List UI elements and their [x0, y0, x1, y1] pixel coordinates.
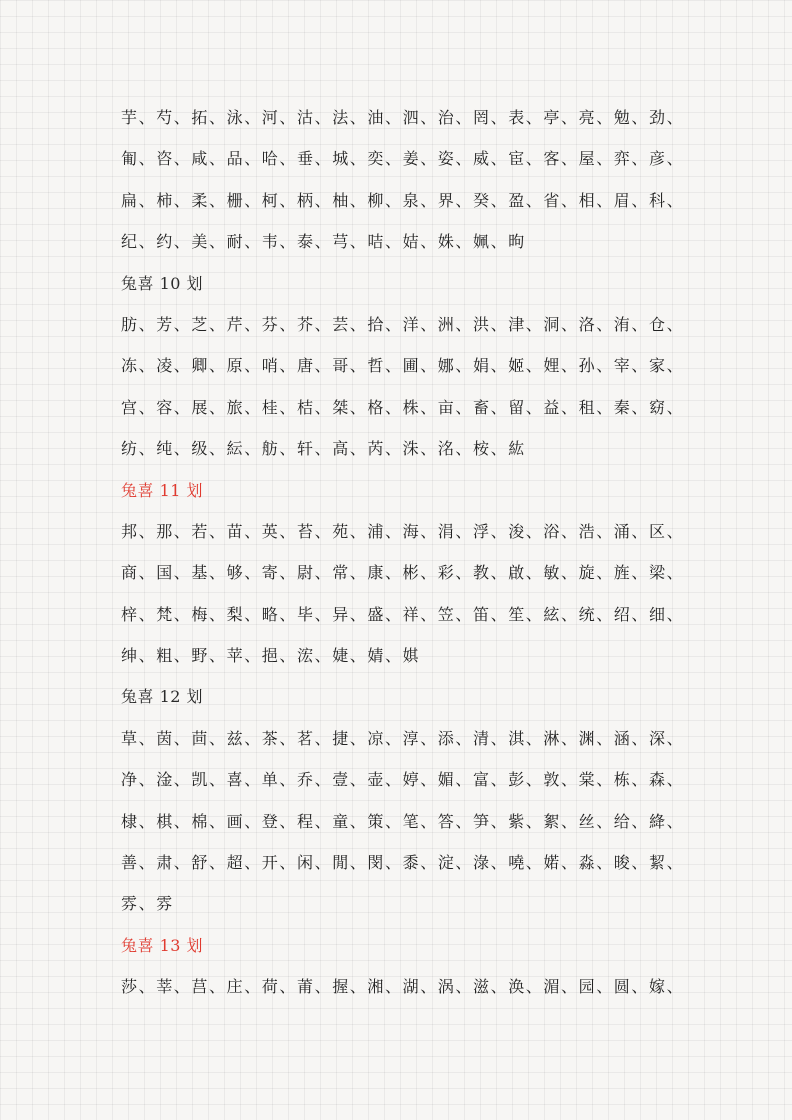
- character-line: 纺、纯、级、紜、舫、轩、高、芮、洙、洺、桉、紘: [121, 439, 526, 459]
- character-line: 绅、粗、野、苹、挹、浤、婕、婧、娸: [121, 646, 421, 666]
- character-line: 邦、那、若、苗、英、苔、苑、浦、海、涓、浮、浚、浴、浩、涌、区、: [121, 521, 685, 541]
- character-line: 芋、芍、拓、泳、河、沽、法、油、泗、治、罔、表、亭、亮、勉、劲、: [121, 108, 685, 127]
- section-heading: 兔喜 13 划: [121, 935, 204, 955]
- character-line: 纪、约、美、耐、韦、泰、芎、咭、姞、姝、姵、昫: [121, 232, 526, 252]
- character-line: 莎、莘、莒、庄、荷、莆、握、湘、湖、涡、滋、涣、湄、园、圆、嫁、: [121, 977, 685, 997]
- character-line: 净、淦、凯、喜、单、乔、壹、壶、婷、媚、富、彭、敦、棠、栋、森、: [121, 770, 685, 790]
- character-line: 肪、芳、芝、芹、芬、芥、芸、拾、洋、洲、洪、津、洞、洛、洧、仓、: [121, 314, 685, 334]
- character-line: 宫、容、展、旅、桂、桔、桀、格、株、亩、畜、留、益、租、秦、窈、: [121, 397, 685, 417]
- character-line: 冻、凌、卿、原、哨、唐、哥、哲、圃、娜、娟、姬、娌、孙、宰、家、: [121, 356, 685, 376]
- character-line: 善、肃、舒、超、开、闲、閒、閔、黍、淀、淥、嘵、婼、淼、晙、絜、: [121, 853, 685, 873]
- character-line: 商、国、基、够、寄、尉、常、康、彬、彩、教、啟、敏、旋、旌、梁、: [121, 563, 685, 583]
- character-line: 棣、棋、棉、画、登、程、童、策、笔、答、笋、紫、絮、丝、给、絳、: [121, 811, 685, 831]
- document-content: [121, 97, 685, 1008]
- character-line: 草、茵、茴、兹、茶、茗、捷、凉、淳、添、清、淇、淋、渊、涵、深、: [121, 728, 685, 748]
- character-line: 匍、咨、咸、品、哈、垂、城、奕、姜、姿、威、宦、客、屋、弈、彦、: [121, 149, 685, 169]
- character-line: 雰、雰: [121, 894, 174, 914]
- section-heading: 兔喜 11 划: [121, 480, 204, 500]
- character-line: 扁、柿、柔、栅、柯、柄、柚、柳、泉、界、癸、盈、省、相、眉、科、: [121, 190, 685, 210]
- section-heading: 兔喜 12 划: [121, 687, 204, 707]
- section-heading: 兔喜 10 划: [121, 273, 204, 293]
- character-line: 梓、梵、梅、梨、略、毕、异、盛、祥、笠、笛、笙、絃、统、绍、细、: [121, 604, 685, 624]
